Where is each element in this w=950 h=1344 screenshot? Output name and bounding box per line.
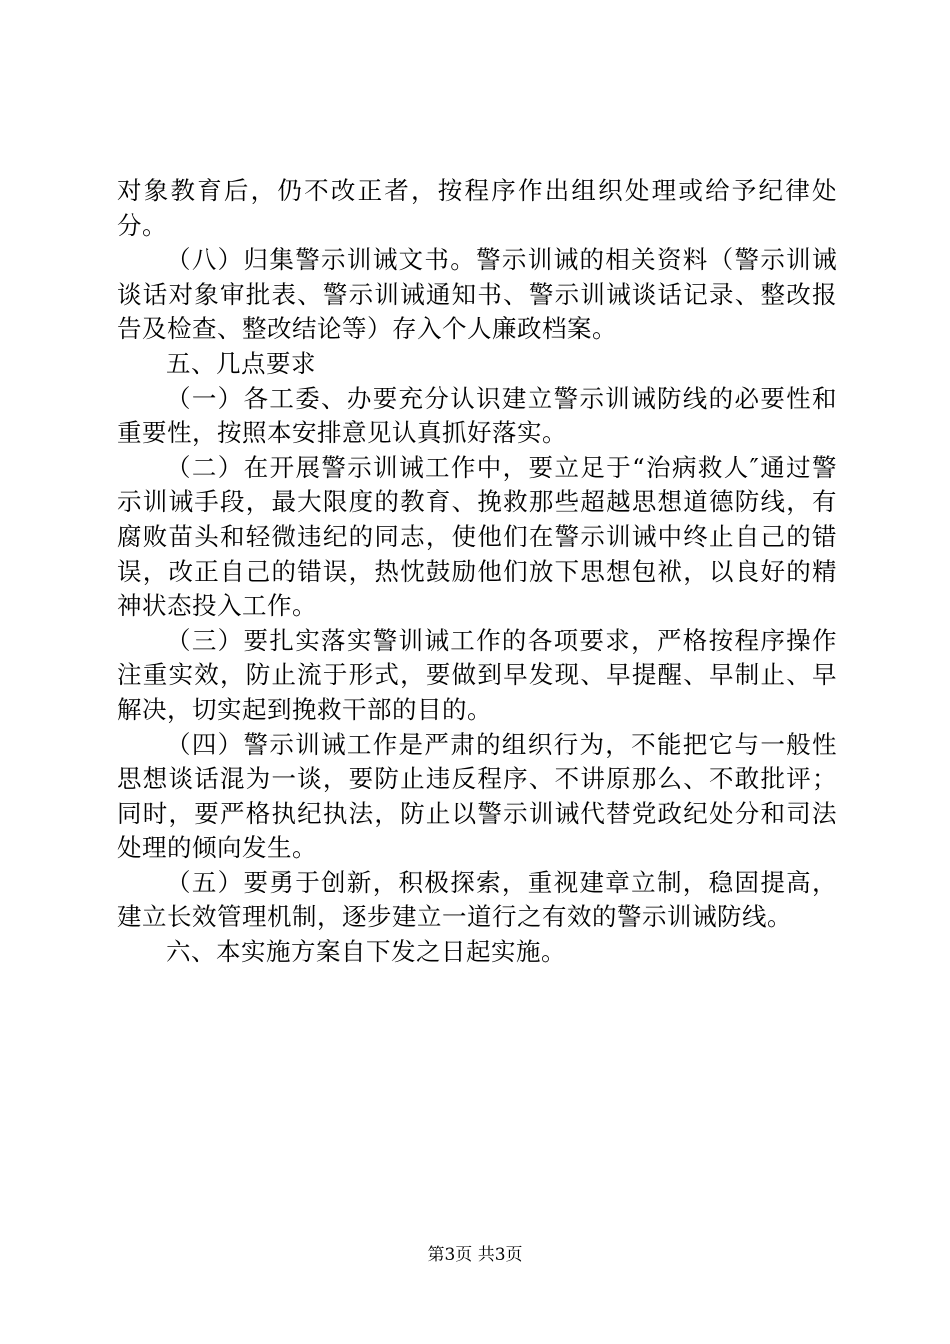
page-number: 第3页 共3页 bbox=[427, 1245, 523, 1265]
paragraph-requirement-2: （二）在开展警示训诫工作中，要立足于“治病救人″通过警示训诫手段，最大限度的教育、挽救那些超越思想道德防线，有腐败苗头和轻微违纪的同志，使他们在警示训诫中终止自己的错误，改正自己的错误，热忱鼓励他们放下思想包袱，以良好的精神状态投入工作。 bbox=[117, 452, 837, 621]
paragraph-requirement-3: （三）要扎实落实警训诫工作的各项要求，严格按程序操作注重实效，防止流于形式，要做到早发现、早提醒、早制止、早解决，切实起到挽救干部的目的。 bbox=[117, 625, 837, 724]
paragraph-continuation: 对象教育后，仍不改正者，按程序作出组织处理或给予纪律处分。 bbox=[117, 176, 837, 240]
document-body bbox=[117, 174, 837, 970]
section-heading-5: 五、几点要求 bbox=[166, 348, 316, 378]
paragraph-item-8: （八）归集警示训诫文书。警示训诫的相关资料（警示训诫谈话对象审批表、警示训诫通知书、警示训诫谈话记录、整改报告及检查、整改结论等）存入个人廉政档案。 bbox=[117, 245, 837, 344]
section-heading-6: 六、本实施方案自下发之日起实施。 bbox=[166, 937, 566, 967]
page-footer bbox=[0, 1244, 950, 1266]
paragraph-requirement-1: （一）各工委、办要充分认识建立警示训诫防线的必要性和重要性，按照本安排意见认真抓好落实。 bbox=[117, 383, 837, 448]
paragraph-requirement-5: （五）要勇于创新，积极探索，重视建章立制，稳固提高，建立长效管理机制，逐步建立一道行之有效的警示训诫防线。 bbox=[117, 867, 837, 932]
paragraph-requirement-4: （四）警示训诫工作是严肃的组织行为，不能把它与一般性思想谈话混为一谈，要防止违反程序、不讲原那么、不敢批评；同时，要严格执纪执法，防止以警示训诫代替党政纪处分和司法处理的倾向发生。 bbox=[117, 729, 837, 863]
